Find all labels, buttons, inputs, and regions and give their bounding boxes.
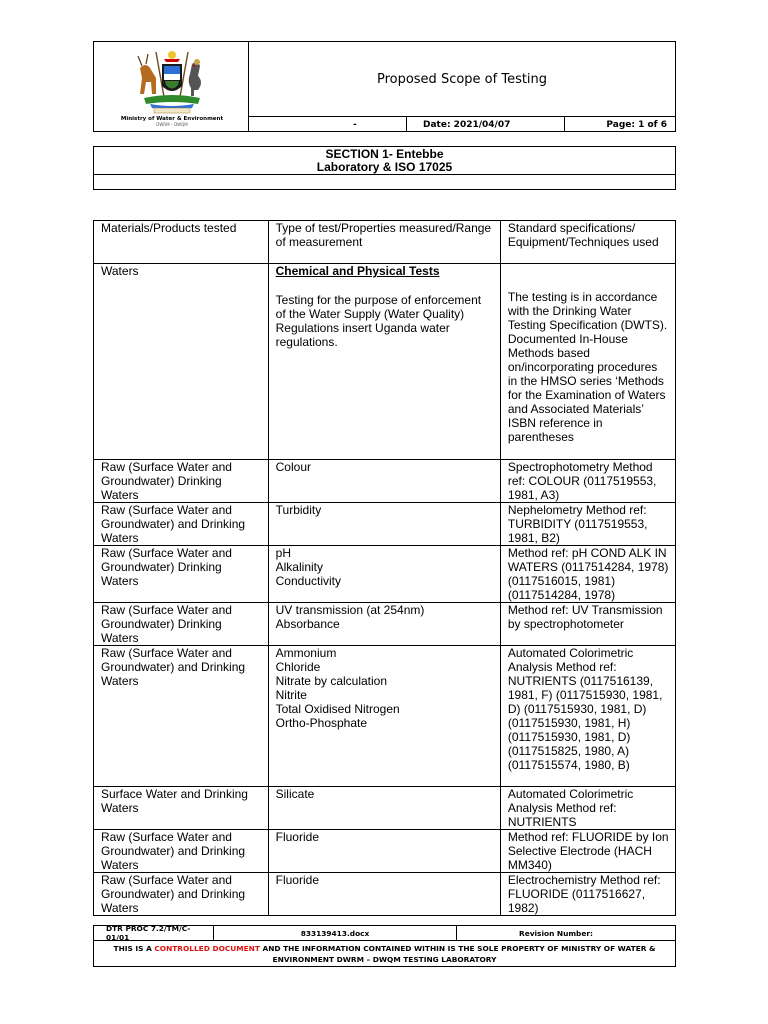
- test-item: Absorbance: [275, 617, 340, 631]
- test-item: UV transmission (at 254nm): [275, 603, 425, 617]
- footer-notice: [94, 941, 675, 965]
- table-row: [94, 873, 676, 916]
- header-dash: -: [249, 117, 407, 132]
- test-item: Conductivity: [275, 574, 342, 588]
- method-cell: Electrochemistry Method ref: FLUORIDE (0117516627, 1982): [500, 873, 675, 916]
- test-item: Alkalinity: [275, 560, 323, 574]
- document-title: Proposed Scope of Testing: [376, 71, 548, 87]
- method-cell: Method ref: FLUORIDE by Ion Selective Electrode (HACH MM340): [500, 830, 675, 873]
- test-cell: [268, 787, 500, 830]
- test-item: Colour: [275, 460, 311, 474]
- footer-revision: Revision Number:: [519, 928, 593, 938]
- ministry-label: Ministry of Water & Environment: [120, 116, 224, 122]
- material-cell: Raw (Surface Water and Groundwater) and Drinking Waters: [94, 873, 269, 916]
- method-cell: Automated Colorimetric Analysis Method ref: NUTRIENTS: [500, 787, 675, 830]
- table-row: [94, 830, 676, 873]
- method-cell: Nephelometry Method ref: TURBIDITY (0117519553, 1981, B2): [500, 503, 675, 546]
- table-header-row: [94, 221, 676, 264]
- test-cell: [268, 546, 500, 603]
- table-row: [94, 546, 676, 603]
- test-item: Fluoride: [275, 873, 319, 887]
- test-item: Nitrite: [275, 688, 307, 702]
- table-row: [94, 646, 676, 787]
- table-row: [94, 787, 676, 830]
- test-cell: [268, 646, 500, 787]
- method-cell: Spectrophotometry Method ref: COLOUR (0117519553, 1981, A3): [500, 460, 675, 503]
- test-item: Turbidity: [275, 503, 322, 517]
- test-cell: [268, 830, 500, 873]
- test-item: Chloride: [275, 660, 321, 674]
- material-cell: Surface Water and Drinking Waters: [94, 787, 269, 830]
- header-page: Page: 1 of 6: [606, 119, 667, 130]
- section-line-2: Laboratory & ISO 17025: [316, 160, 453, 174]
- test-cell: [268, 460, 500, 503]
- tests-purpose: Testing for the purpose of enforcement of the Water Supply (Water Quality) Regulations insert Uganda water regulations.: [275, 293, 482, 349]
- header-cell-materials: Materials/Products tested: [94, 221, 269, 264]
- header-meta-row: [249, 116, 675, 132]
- header-cell-test-type: Type of test/Properties measured/Range of measurement: [268, 221, 500, 264]
- test-item: Ortho-Phosphate: [275, 716, 368, 730]
- material-cell: Raw (Surface Water and Groundwater) and Drinking Waters: [94, 830, 269, 873]
- material-cell: Raw (Surface Water and Groundwater) Drinking Waters: [94, 546, 269, 603]
- ministry-sub-label: DWRM – DWQM: [156, 122, 188, 127]
- tests-heading: Chemical and Physical Tests: [275, 264, 440, 278]
- table-row: [94, 460, 676, 503]
- document-header: [93, 41, 676, 132]
- header-cell-standards: Standard specifications/ Equipment/Techniques used: [500, 221, 675, 264]
- test-item: Total Oxidised Nitrogen: [275, 702, 400, 716]
- test-item: Nitrate by calculation: [275, 674, 388, 688]
- test-cell: [268, 603, 500, 646]
- section-box: [93, 146, 676, 190]
- test-cell: [268, 873, 500, 916]
- section-line-1: SECTION 1- Entebbe: [325, 147, 444, 161]
- material-cell: Raw (Surface Water and Groundwater) and Drinking Waters: [94, 503, 269, 546]
- table-row: [94, 264, 676, 460]
- coat-of-arms-icon: [94, 42, 249, 116]
- test-item: pH: [275, 546, 291, 560]
- test-cell: [268, 264, 500, 460]
- ministry-name: [102, 116, 242, 128]
- table-row: [94, 603, 676, 646]
- standard-text: The testing is in accordance with the Drinking Water Testing Specification (DWTS). Documented In-House Methods based on/incorporating procedures in the HMSO series ‘Methods for the Examination of Waters and Associated Materials’ ISBN reference in parentheses: [507, 290, 668, 444]
- section-title: [94, 147, 675, 175]
- test-item: Ammonium: [275, 646, 337, 660]
- logo-cell: [94, 42, 249, 131]
- table-row: [94, 503, 676, 546]
- test-cell: [268, 503, 500, 546]
- material-cell: Raw (Surface Water and Groundwater) and Drinking Waters: [94, 646, 269, 787]
- method-cell: Method ref: pH COND ALK IN WATERS (0117514284, 1978) (0117516015, 1981) (0117514284, 1978): [500, 546, 675, 603]
- method-cell: [500, 264, 675, 460]
- material-cell: Raw (Surface Water and Groundwater) Drinking Waters: [94, 460, 269, 503]
- footer-filename: 833139413.docx: [214, 926, 457, 940]
- method-cell: Method ref: UV Transmission by spectrophotometer: [500, 603, 675, 646]
- header-date: Date: 2021/04/07: [407, 117, 565, 132]
- document-footer: [93, 925, 676, 967]
- method-cell: Automated Colorimetric Analysis Method ref: NUTRIENTS (0117516139, 1981, F) (0117515930, 1981, D) (0117515930, 1981, D) (0117515930, 1981, H) (0117515930, 1981, D) (0117515825, 1980, A) (0117515574, 1980, B): [500, 646, 675, 787]
- scope-table: [93, 220, 676, 916]
- test-item: Silicate: [275, 787, 315, 801]
- test-item: Fluoride: [275, 830, 319, 844]
- notice-controlled-document: CONTROLLED DOCUMENT: [154, 944, 260, 953]
- footer-doc-code: DTR PROC 7.2/TM/C-01/01: [94, 926, 214, 940]
- material-cell: Waters: [94, 264, 269, 460]
- material-cell: Raw (Surface Water and Groundwater) Drinking Waters: [94, 603, 269, 646]
- notice-suffix: AND THE INFORMATION CONTAINED WITHIN IS THE SOLE PROPERTY OF MINISTRY OF WATER & ENVIRONMENT DWRM – DWQM TESTING LABORATORY: [259, 944, 656, 964]
- notice-prefix: THIS IS A: [113, 944, 155, 953]
- footer-meta-row: [94, 926, 675, 941]
